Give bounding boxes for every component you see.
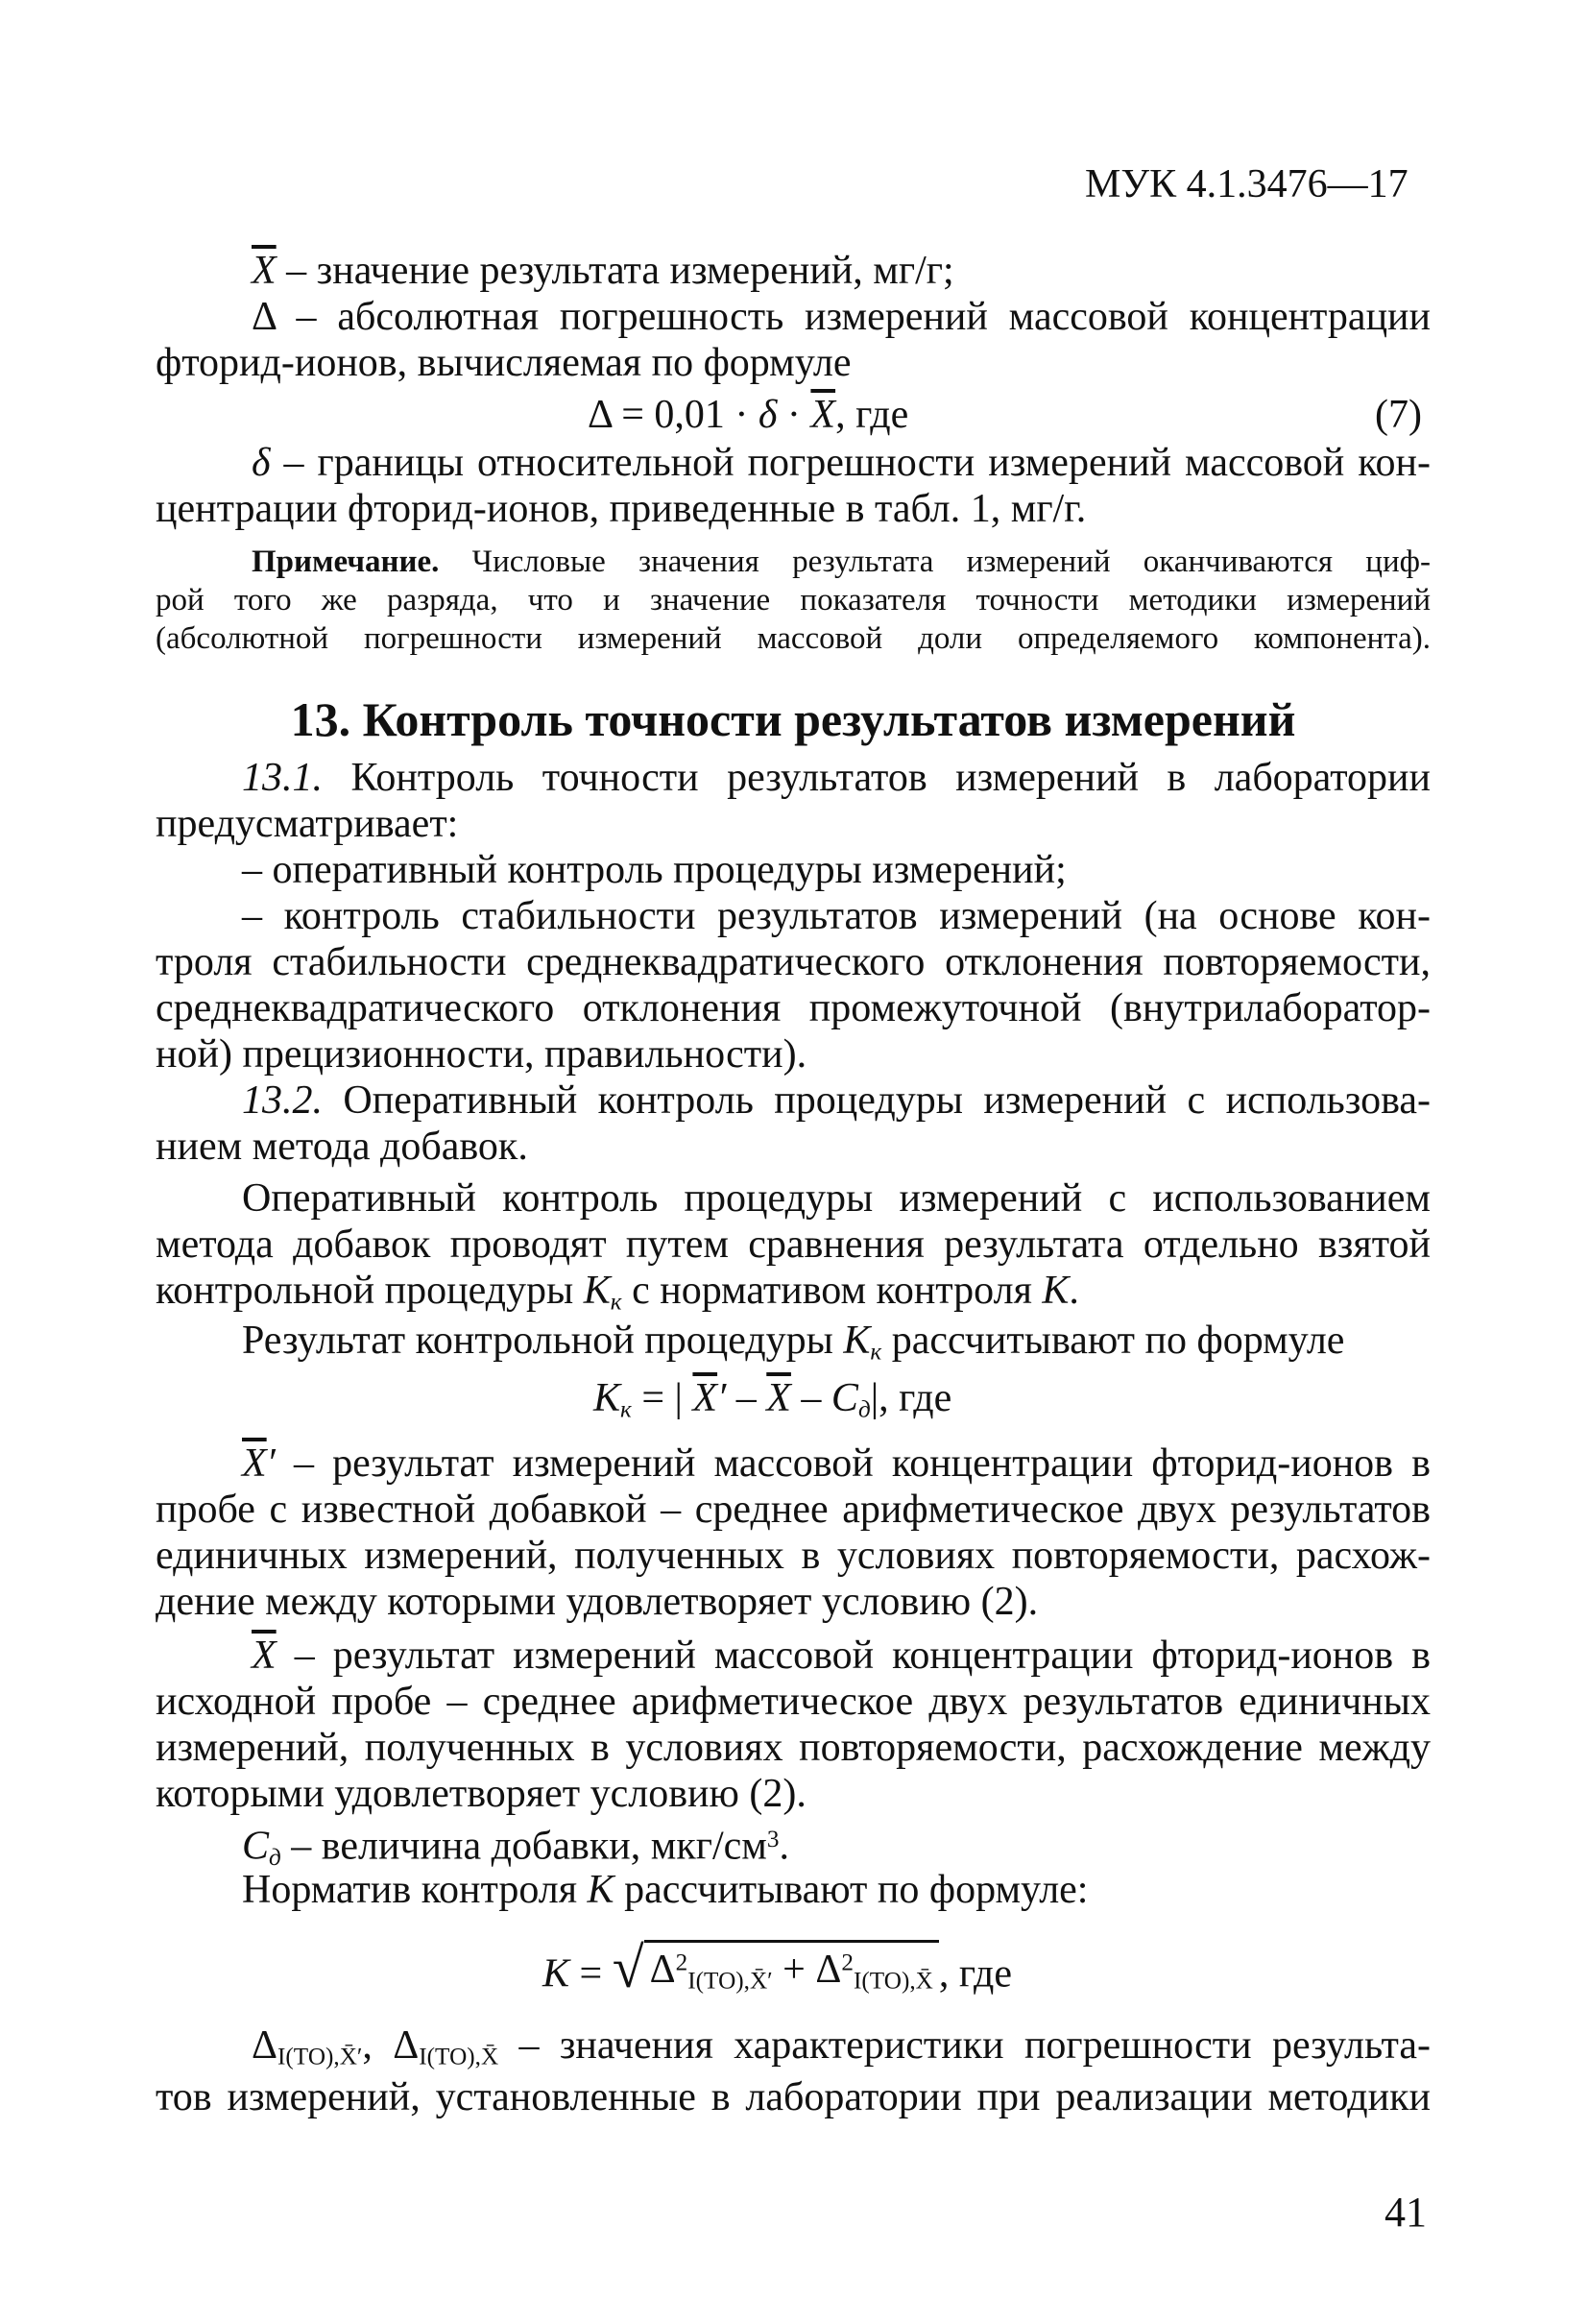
x-symbol: $\overline{X}$: [252, 249, 277, 293]
note-line2: рой того же разряда, что и значение показателя точности методики измерений: [156, 583, 1431, 617]
bullet-2-line1: – контроль стабильности результатов измерений (на основе кон-: [242, 894, 1431, 938]
definition-xprime-line1: $\overline{X}'$ – результат измерений массовой концентрации фторид-ионов в: [242, 1441, 1431, 1486]
paragraph-13-1-line1: 13.1. Контроль точности результатов измерений в лаборатории: [242, 756, 1431, 800]
definition-delta-line1: Δ – абсолютная погрешность измерений массовой концентрации: [252, 295, 1431, 339]
paragraph-operative-line3: контрольной процедуры $K_к$ с нормативом контроля K.: [156, 1269, 1079, 1316]
definition-xbar-line4: которыми удовлетворяет условию (2).: [156, 1772, 807, 1816]
definition-x: $\overline{X}$ – значение результата измерений, мг/г;: [252, 249, 954, 293]
definition-xprime-line3: единичных измерений, полученных в условиях повторяемости, расхож-: [156, 1534, 1431, 1578]
bullet-1: – оперативный контроль процедуры измерений;: [242, 848, 1067, 892]
document-code: МУК 4.1.3476—17: [1085, 162, 1408, 206]
definition-delta-line2: фторид-ионов, вычисляемая по формуле: [156, 341, 852, 385]
definition-xprime-line2: пробе с известной добавкой – среднее арифметическое двух результатов: [156, 1488, 1431, 1532]
note-line3: (абсолютной погрешности измерений массовой доли определяемого компонента).: [156, 621, 1431, 656]
definition-delta-rel-line1: δ – границы относительной погрешности измерений массовой кон-: [252, 441, 1431, 485]
bullet-2-line3: среднеквадратического отклонения промежуточной (внутрилаборатор-: [156, 986, 1431, 1030]
note-line1: Примечание. Числовые значения результата измерений оканчиваются циф-: [252, 545, 1431, 579]
paragraph-13-2-line1: 13.2. Оперативный контроль процедуры измерений с использова-: [242, 1078, 1431, 1123]
paragraph-final-line2: тов измерений, установленные в лаборатории при реализации методики: [156, 2075, 1431, 2119]
paragraph-operative-line2: метода добавок проводят путем сравнения результата отдельно взятой: [156, 1223, 1431, 1267]
definition-delta-rel-line2: центрации фторид-ионов, приведенные в табл. 1, мг/г.: [156, 487, 1087, 531]
formula-7: $\Delta = 0,01 \cdot \delta \cdot \overline{X}$, где: [588, 393, 909, 437]
radicand: $\Delta^2_{I(ТО),X̄'} + \Delta^2_{I(ТО),X̄}$: [644, 1940, 939, 1995]
sqrt-sign: √: [612, 1935, 644, 1999]
sqrt: [612, 1935, 939, 1999]
bullet-2-line4: ной) прецизионности, правильности).: [156, 1032, 807, 1077]
definition-xbar-line1: $\overline{X}$ – результат измерений массовой концентрации фторид-ионов в: [252, 1634, 1431, 1678]
definition-c: $C_д$ – величина добавки, мкг/$см^3$.: [242, 1824, 789, 1871]
definition-xbar-line3: измерений, полученных в условиях повторяемости, расхождение между: [156, 1726, 1431, 1770]
formula-k: K = √ $\Delta^2_{I(ТО),X̄'} + \Delta^2_{I(ТО),X̄}$ , где: [542, 1935, 1013, 1999]
paragraph-13-2-line2: нием метода добавок.: [156, 1125, 528, 1169]
paragraph-13-1-line2: предусматривает:: [156, 802, 459, 846]
note-label: Примечание.: [252, 545, 440, 579]
formula-7-number: (7): [1375, 393, 1422, 437]
paragraph-operative-line1: Оперативный контроль процедуры измерений с использованием: [242, 1176, 1431, 1221]
formula-kk: $K_к$ = | $\overline{X}' - \overline{X} - C_д|$, где: [593, 1376, 952, 1423]
page-number: 41: [1384, 2189, 1427, 2236]
paragraph-norm-intro: Норматив контроля K рассчитывают по формуле:: [242, 1868, 1089, 1912]
section-heading: 13. Контроль точности результатов измерений: [290, 692, 1296, 746]
bullet-2-line2: троля стабильности среднеквадратического отклонения повторяемости,: [156, 940, 1431, 984]
definition-xprime-line4: дение между которыми удовлетворяет условию (2).: [156, 1580, 1039, 1624]
paragraph-final-line1: $\Delta_{I(ТО),X̄'}$, $\Delta_{I(ТО),X̄}$ – значения характеристики погрешности результа-: [252, 2023, 1431, 2070]
definition-xbar-line2: исходной пробе – среднее арифметическое двух результатов единичных: [156, 1680, 1431, 1724]
paragraph-result-formula-intro: Результат контрольной процедуры $K_к$ рассчитывают по формуле: [242, 1319, 1345, 1366]
